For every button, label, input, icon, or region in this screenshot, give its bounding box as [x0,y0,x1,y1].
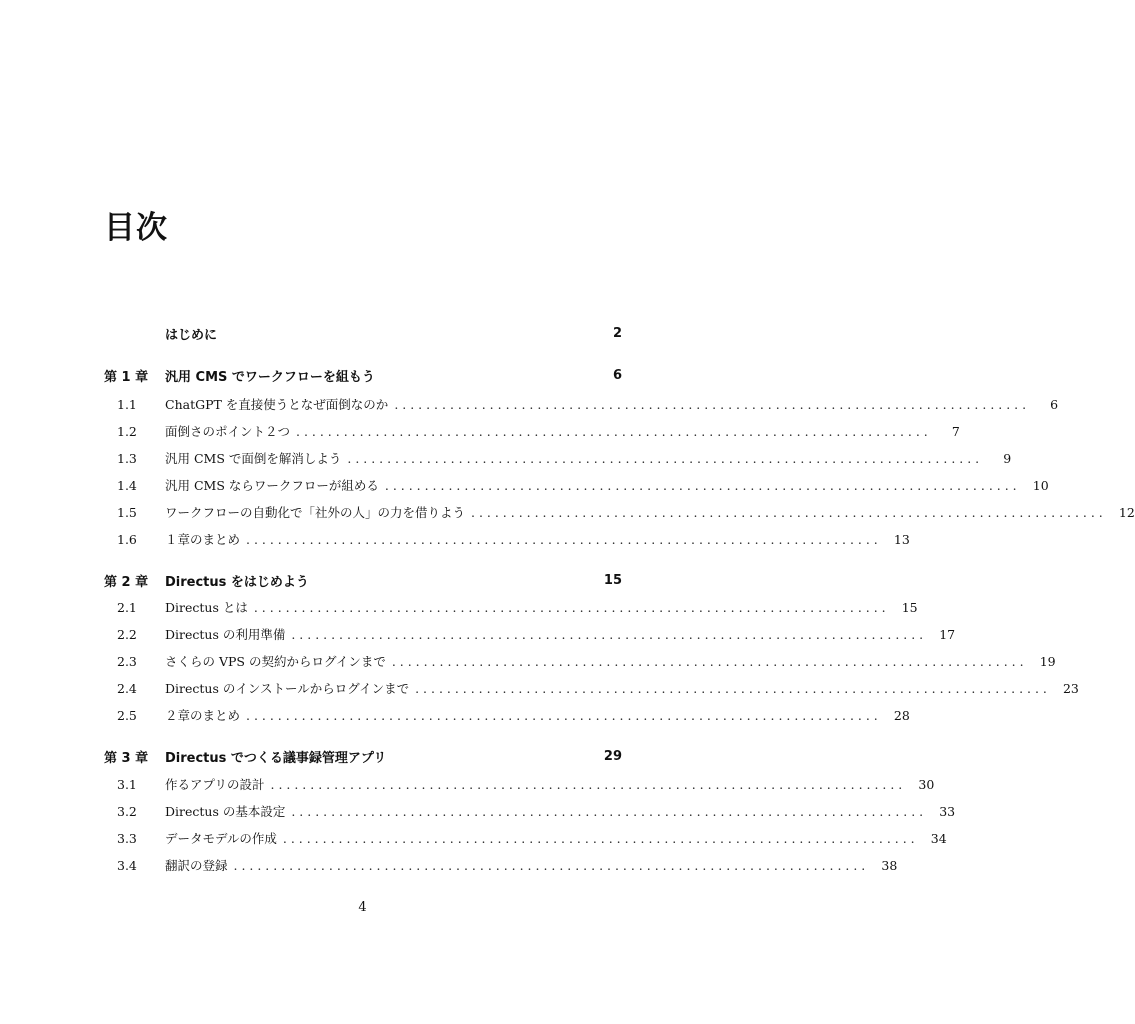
entry-page: 19 [1039,653,1056,669]
entry-number: 第 2 章 [104,574,149,590]
entry-page: 30 [918,776,935,792]
entry-title: Directus でつくる議事録管理アプリ [165,750,387,766]
toc-section-entry[interactable] [104,502,1135,522]
entry-number: 3.1 [117,776,137,792]
dot-leader: . . . . . . . . . . . . . . . . . . . . . . . . . . . . . . . . . . . . . . . . . . . . . . . . . . . . . . . . . . . . . . . . . . . . . . . . . . . . . . . . [391,653,1024,669]
entry-title: 作るアプリの設計 [165,777,265,792]
entry-number: 2.5 [117,707,137,723]
toc-section-entry[interactable] [104,705,910,725]
toc-section-entry[interactable] [104,394,1059,414]
entry-page: 34 [930,830,947,846]
entry-page: 7 [951,423,960,439]
dot-leader: . . . . . . . . . . . . . . . . . . . . . . . . . . . . . . . . . . . . . . . . . . . . . . . . . . . . . . . . . . . . . . . . . . . . . . . . . . . . . . . . [246,707,878,723]
dot-leader: . . . . . . . . . . . . . . . . . . . . . . . . . . . . . . . . . . . . . . . . . . . . . . . . . . . . . . . . . . . . . . . . . . . . . . . . . . . . . . . . [415,680,1047,696]
dot-leader: . . . . . . . . . . . . . . . . . . . . . . . . . . . . . . . . . . . . . . . . . . . . . . . . . . . . . . . . . . . . . . . . . . . . . . . . . . . . . . . . [394,396,1027,412]
toc-section-entry[interactable] [104,801,956,821]
entry-title: はじめに [165,327,218,343]
entry-number: 1.5 [117,504,137,520]
toc-section-entry[interactable] [104,475,1049,495]
entry-page: 23 [1062,680,1079,696]
entry-number: 2.4 [117,680,137,696]
entry-number: 1.6 [117,531,137,547]
entry-title: さくらの VPS の契約からログインまで [165,654,386,669]
toc-section-entry[interactable] [104,597,918,617]
toc-chapter-entry[interactable] [104,323,622,343]
entry-number: 1.3 [117,450,137,466]
entry-page: 9 [1003,450,1012,466]
dot-leader: . . . . . . . . . . . . . . . . . . . . . . . . . . . . . . . . . . . . . . . . . . . . . . . . . . . . . . . . . . . . . . . . . . . . . . . . . . . . . . . . [233,857,866,873]
entry-page: 6 [1050,396,1059,412]
toc-section-entry[interactable] [104,855,898,875]
entry-page: 12 [1118,504,1135,520]
toc-section-entry[interactable] [104,624,956,644]
toc-section-entry[interactable] [104,774,935,794]
toc-section-entry[interactable] [104,651,1056,671]
dot-leader: . . . . . . . . . . . . . . . . . . . . . . . . . . . . . . . . . . . . . . . . . . . . . . . . . . . . . . . . . . . . . . . . . . . . . . . . . . . . . . . . [282,830,915,846]
entry-page: 13 [893,531,910,547]
entry-number: 1.4 [117,477,137,493]
toc-section-entry[interactable] [104,448,1012,468]
toc-title: 目次 [104,210,168,246]
entry-title: ２章のまとめ [165,708,241,723]
page-number: 4 [358,900,367,915]
toc-section-entry[interactable] [104,828,947,848]
entry-page: 10 [1032,477,1049,493]
dot-leader: . . . . . . . . . . . . . . . . . . . . . . . . . . . . . . . . . . . . . . . . . . . . . . . . . . . . . . . . . . . . . . . . . . . . . . . . . . . . . . . . [246,531,878,547]
toc-section-entry[interactable] [104,529,910,549]
toc-section-entry[interactable] [104,678,1079,698]
entry-page: 29 [603,748,622,764]
entry-title: Directus の利用準備 [165,627,286,642]
dot-leader: . . . . . . . . . . . . . . . . . . . . . . . . . . . . . . . . . . . . . . . . . . . . . . . . . . . . . . . . . . . . . . . . . . . . . . . . . . . . . . . . [384,477,1017,493]
entry-title: Directus のインストールからログインまで [165,681,410,696]
entry-number: 第 1 章 [104,369,149,385]
entry-number: 3.4 [117,857,137,873]
entry-title: Directus とは [165,600,248,615]
entry-title: 翻訳の登録 [165,858,228,873]
entry-number: 3.3 [117,830,137,846]
entry-title: １章のまとめ [165,532,241,547]
entry-number: 1.2 [117,423,137,439]
entry-number: 3.2 [117,803,137,819]
entry-page: 17 [939,626,956,642]
toc-chapter-entry[interactable] [104,365,622,385]
toc-chapter-entry[interactable] [104,570,622,590]
entry-page: 33 [939,803,956,819]
entry-page: 28 [893,707,910,723]
dot-leader: . . . . . . . . . . . . . . . . . . . . . . . . . . . . . . . . . . . . . . . . . . . . . . . . . . . . . . . . . . . . . . . . . . . . . . . . . . . . . . . . [347,450,980,466]
entry-number: 1.1 [117,396,137,412]
entry-title: 汎用 CMS で面倒を解消しよう [165,451,342,466]
entry-title: Directus をはじめよう [165,574,309,590]
entry-number: 2.1 [117,599,137,615]
entry-page: 15 [603,572,622,588]
toc-chapter-entry[interactable] [104,746,622,766]
dot-leader: . . . . . . . . . . . . . . . . . . . . . . . . . . . . . . . . . . . . . . . . . . . . . . . . . . . . . . . . . . . . . . . . . . . . . . . . . . . . . . . . [296,423,928,439]
entry-title: ChatGPT を直接使うとなぜ面倒なのか [165,397,389,412]
dot-leader: . . . . . . . . . . . . . . . . . . . . . . . . . . . . . . . . . . . . . . . . . . . . . . . . . . . . . . . . . . . . . . . . . . . . . . . . . . . . . . . . [253,599,886,615]
entry-title: Directus の基本設定 [165,804,286,819]
dot-leader: . . . . . . . . . . . . . . . . . . . . . . . . . . . . . . . . . . . . . . . . . . . . . . . . . . . . . . . . . . . . . . . . . . . . . . . . . . . . . . . . [291,626,924,642]
entry-page: 6 [612,367,622,383]
entry-page: 15 [901,599,918,615]
dot-leader: . . . . . . . . . . . . . . . . . . . . . . . . . . . . . . . . . . . . . . . . . . . . . . . . . . . . . . . . . . . . . . . . . . . . . . . . . . . . . . . . [270,776,903,792]
entry-title: 汎用 CMS でワークフローを組もう [165,369,375,385]
toc-section-entry[interactable] [104,421,960,441]
entry-page: 38 [881,857,898,873]
entry-number: 2.2 [117,626,137,642]
entry-number: 第 3 章 [104,750,149,766]
entry-title: 汎用 CMS ならワークフローが組める [165,478,379,493]
entry-title: ワークフローの自動化で「社外の人」の力を借りよう [165,505,466,520]
entry-title: 面倒さのポイント２つ [165,424,291,439]
entry-page: 2 [612,325,622,341]
dot-leader: . . . . . . . . . . . . . . . . . . . . . . . . . . . . . . . . . . . . . . . . . . . . . . . . . . . . . . . . . . . . . . . . . . . . . . . . . . . . . . . . [471,504,1103,520]
entry-number: 2.3 [117,653,137,669]
entry-title: データモデルの作成 [165,831,277,846]
dot-leader: . . . . . . . . . . . . . . . . . . . . . . . . . . . . . . . . . . . . . . . . . . . . . . . . . . . . . . . . . . . . . . . . . . . . . . . . . . . . . . . . [291,803,924,819]
